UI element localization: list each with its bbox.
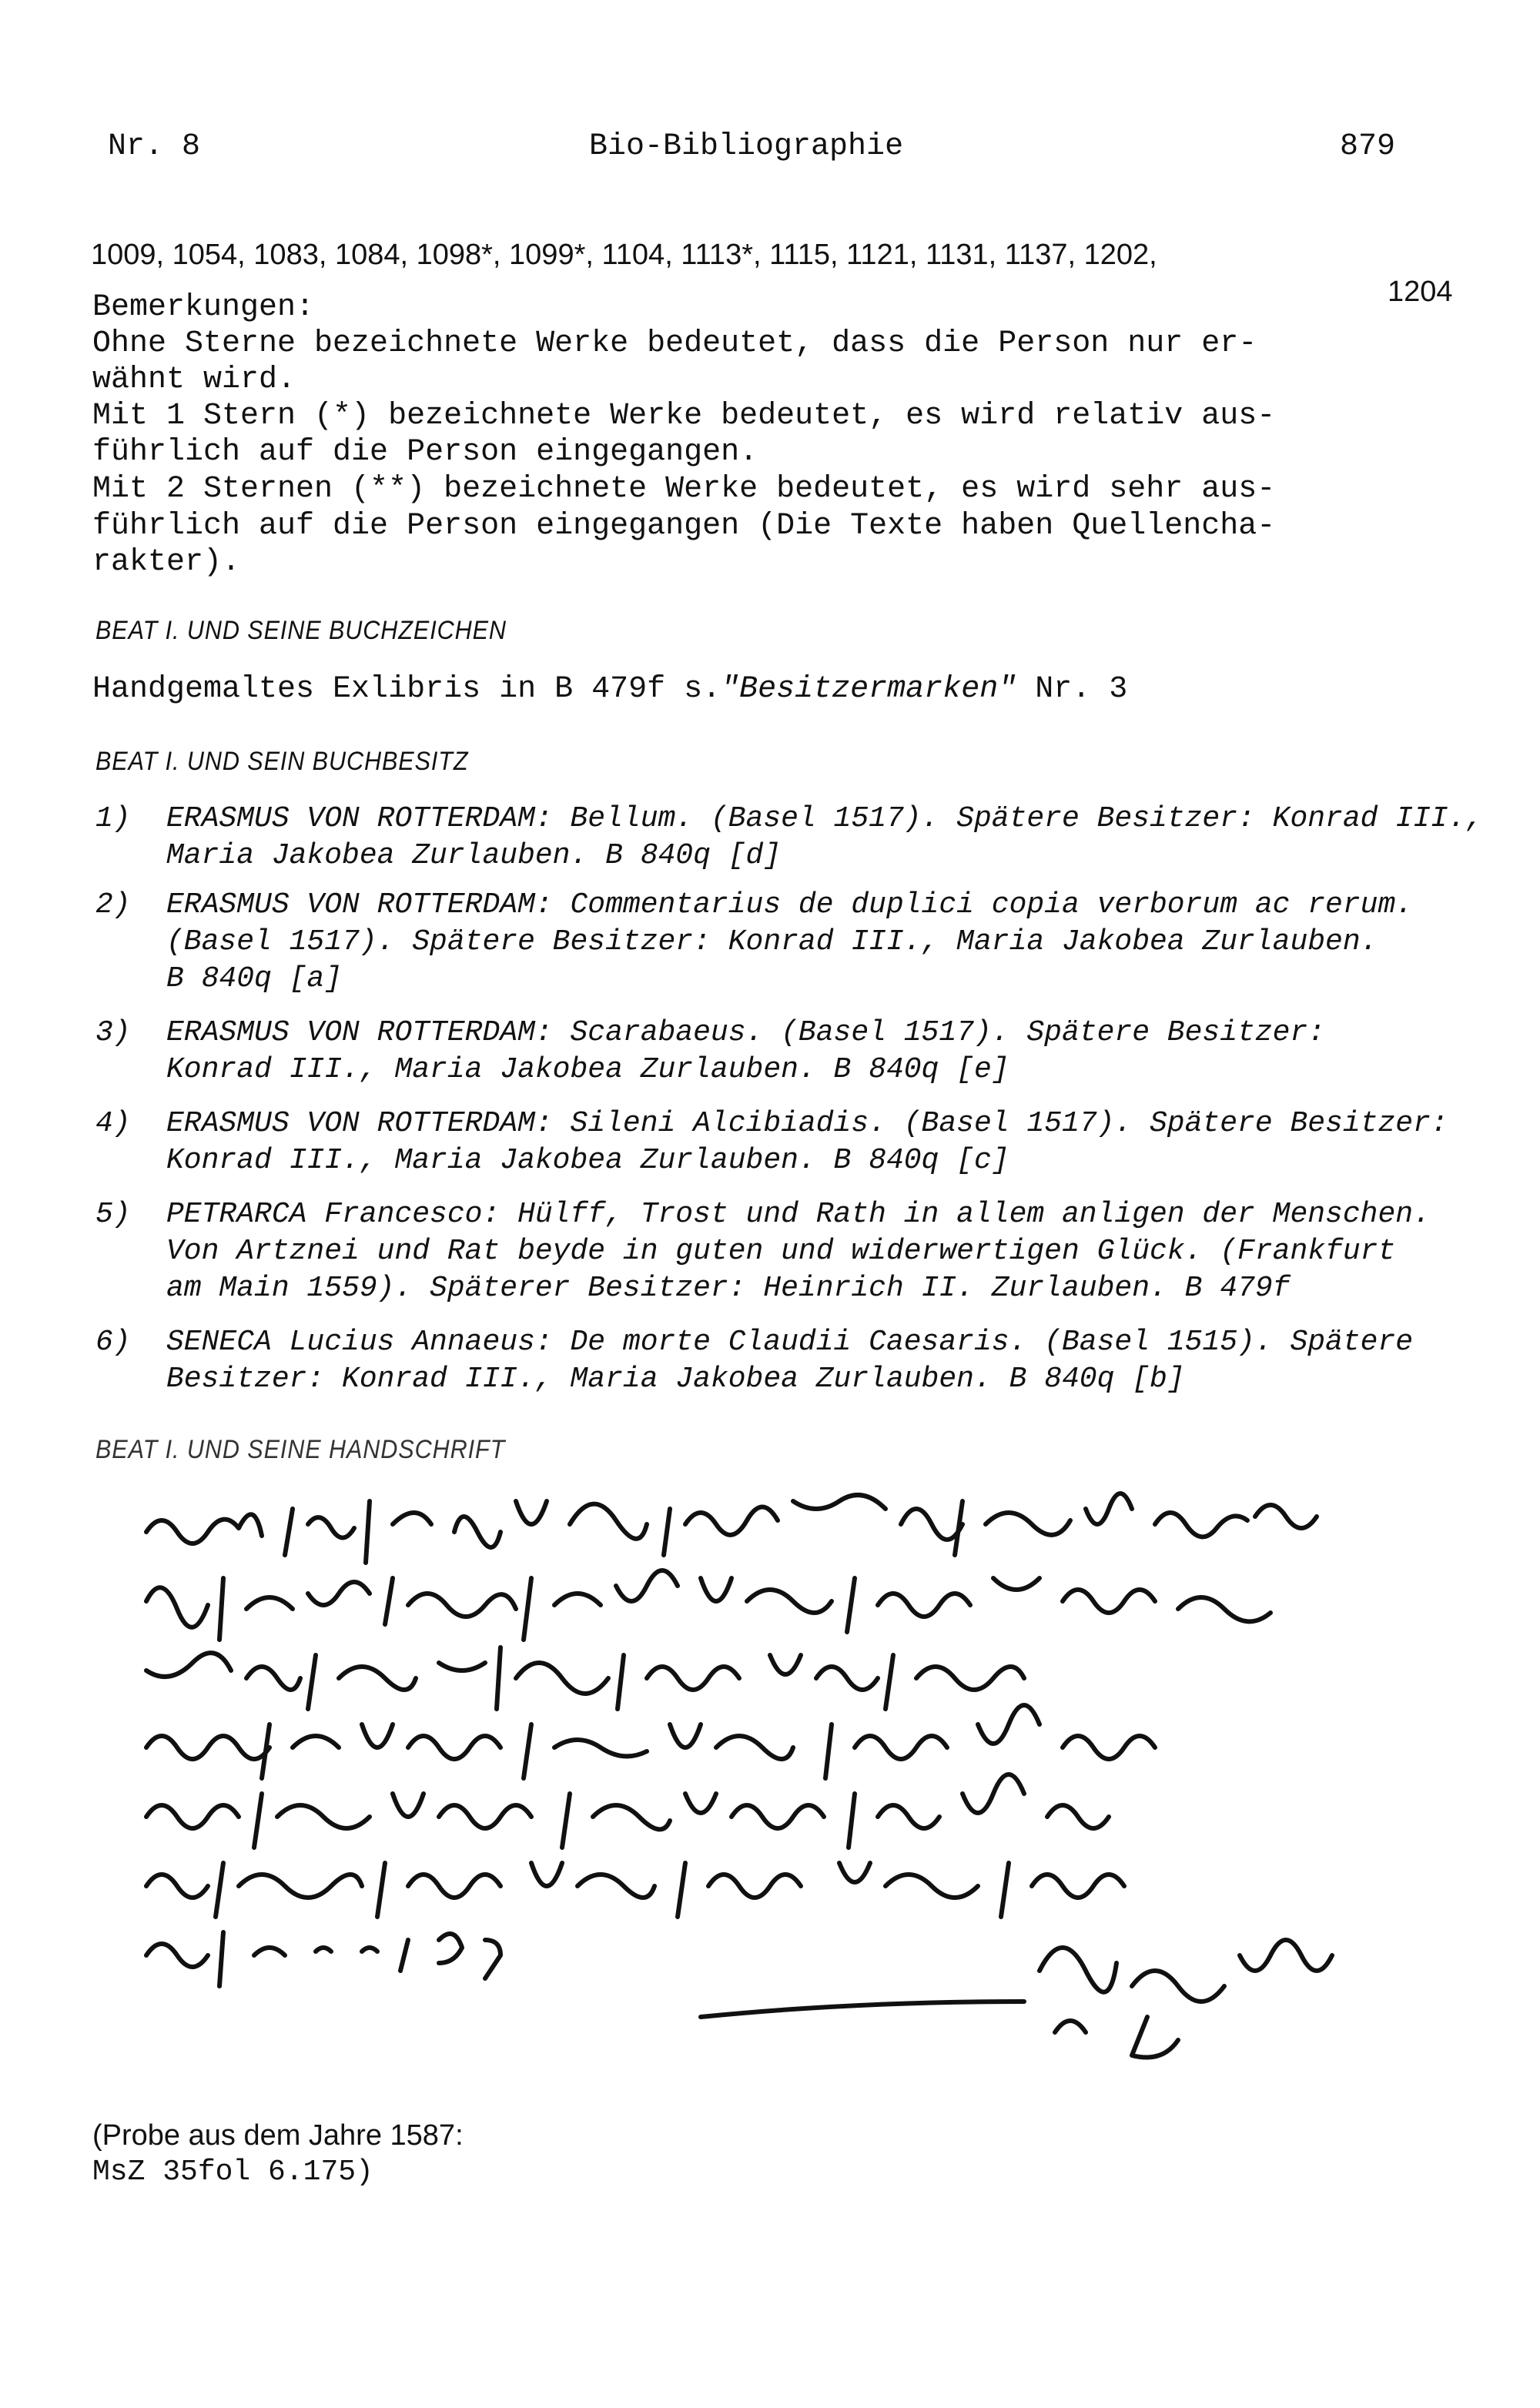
entry-line: Maria Jakobea Zurlauben. B 840q [d] [166,839,782,872]
header-section-number: Nr. 8 [108,129,201,164]
section-heading-handschrift: BEAT I. UND SEINE HANDSCHRIFT [95,1435,506,1464]
caption-line-1: (Probe aus dem Jahre 1587: [92,2119,464,2152]
remarks-line: führlich auf die Person eingegangen (Die Texte haben Quellencha- [92,509,1276,543]
entry-line: am Main 1559). Späterer Besitzer: Heinrich II. Zurlauben. B 479f [166,1272,1291,1305]
handwriting-caption [92,2117,464,2191]
entry-text [166,1196,1468,1307]
entry-number: 1) [95,802,131,835]
entry-number: 5) [95,1198,131,1231]
entry-line: ERASMUS VON ROTTERDAM: Commentarius de duplici copia verborum ac rerum. [166,888,1414,921]
entry-text [166,1324,1468,1398]
exlibris-text: Handgemaltes Exlibris in B 479f s. [92,672,721,707]
reference-list-line-1: 1009, 1054, 1083, 1084, 1098*, 1099*, 1104, 1113*, 1115, 1121, 1131, 1137, 1202, [91,239,1157,271]
entry-text [166,801,1484,875]
entry-line: B 840q [a] [166,962,343,995]
remarks-line: Ohne Sterne bezeichnete Werke bedeutet, dass die Person nur er- [92,326,1257,361]
entry-text [166,887,1468,998]
header-page-number: 879 [1340,129,1396,164]
remarks-line: Mit 1 Stern (*) bezeichnete Werke bedeutet, es wird relativ aus- [92,399,1276,433]
entry-line: Konrad III., Maria Jakobea Zurlauben. B 840q [c] [166,1144,1009,1177]
section-heading-buchzeichen: BEAT I. UND SEINE BUCHZEICHEN [95,616,507,645]
entry-line: PETRARCA Francesco: Hülff, Trost und Rath in allem anligen der Menschen. [166,1198,1431,1231]
entry-text [166,1105,1468,1179]
remarks-line: führlich auf die Person eingegangen. [92,435,758,470]
reference-list-line-2: 1204 [1388,276,1453,308]
entry-number: 3) [95,1016,131,1049]
remarks-line: rakter). [92,545,241,580]
entry-line: Von Artznei und Rat beyde in guten und widerwertigen Glück. (Frankfurt [166,1235,1396,1268]
caption-line-2: MsZ 35fol 6.175) [92,2155,373,2189]
entry-number: 6) [95,1326,131,1359]
entry-line: Besitzer: Konrad III., Maria Jakobea Zurlauben. B 840q [b] [166,1363,1185,1396]
entry-line: (Basel 1517). Spätere Besitzer: Konrad III., Maria Jakobea Zurlauben. [166,925,1378,958]
handwriting-sample-image [116,1478,1386,2063]
exlibris-number: Nr. 3 [1016,672,1128,707]
entry-line: ERASMUS VON ROTTERDAM: Scarabaeus. (Basel 1517). Spätere Besitzer: [166,1016,1326,1049]
section-heading-buchbesitz: BEAT I. UND SEIN BUCHBESITZ [95,747,469,776]
entry-line: SENECA Lucius Annaeus: De morte Claudii Caesaris. (Basel 1515). Spätere [166,1326,1414,1359]
remarks-line: wähnt wird. [92,363,296,397]
entry-line: ERASMUS VON ROTTERDAM: Bellum. (Basel 1517). Spätere Besitzer: Konrad III., [166,802,1484,835]
exlibris-reference: "Besitzermarken" [721,672,1017,707]
entry-line: Konrad III., Maria Jakobea Zurlauben. B 840q [e] [166,1053,1009,1086]
entry-number: 4) [95,1107,131,1140]
remarks-line: Mit 2 Sternen (**) bezeichnete Werke bedeutet, es wird sehr aus- [92,472,1276,507]
entry-line: ERASMUS VON ROTTERDAM: Sileni Alcibiadis. (Basel 1517). Spätere Besitzer: [166,1107,1448,1140]
exlibris-note [92,671,1127,707]
entry-number: 2) [95,888,131,921]
remarks-title: Bemerkungen: [92,290,315,325]
header-title: Bio-Bibliographie [589,129,904,164]
entry-text [166,1015,1468,1089]
